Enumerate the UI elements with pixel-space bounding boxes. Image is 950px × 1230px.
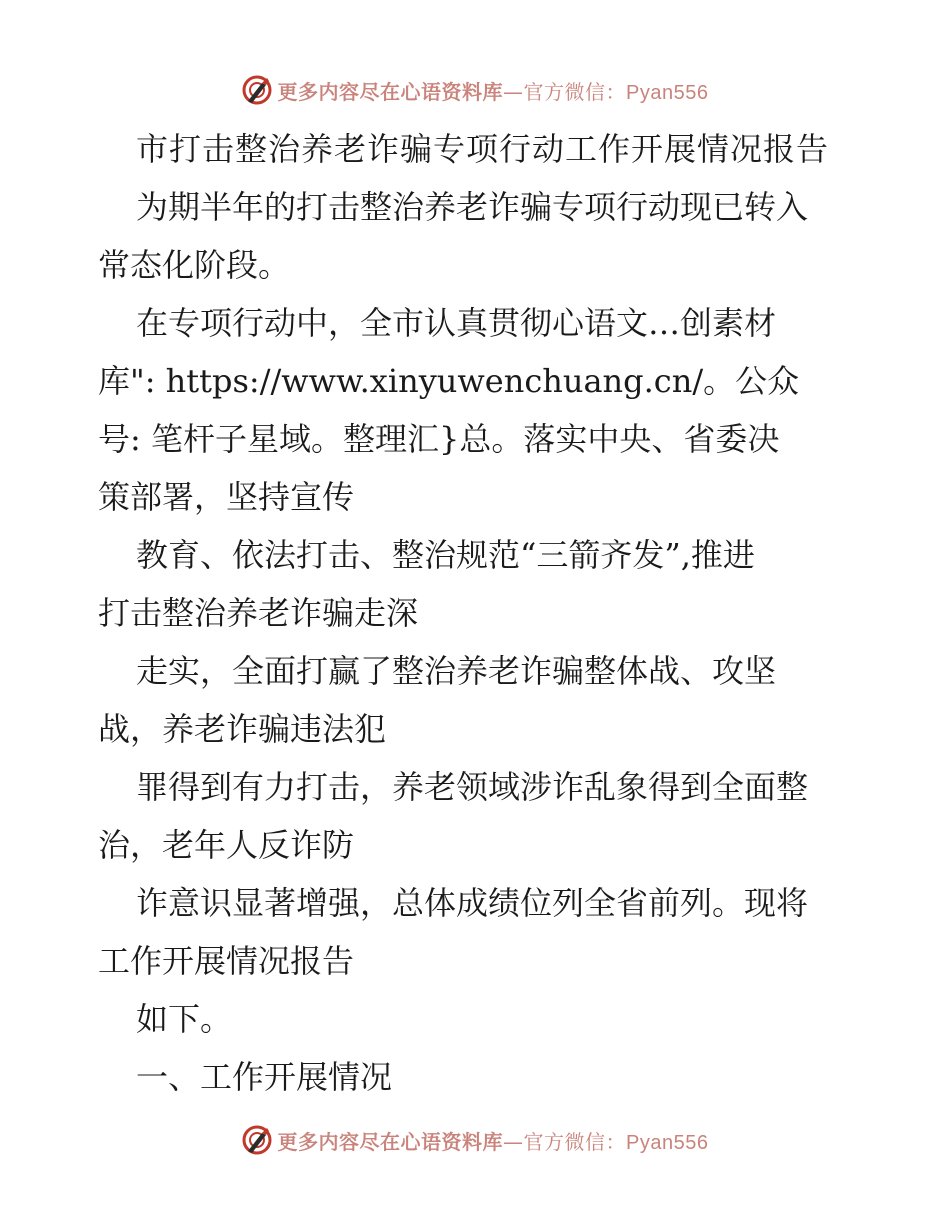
paragraph-line: 诈意识显著增强，总体成绩位列全省前列。现将 [136, 884, 809, 922]
paragraph-line: 打击整治养老诈骗走深 [98, 594, 419, 632]
paragraph-line: 教育、依法打击、整治规范“三箭齐发”,推进 [136, 536, 755, 574]
paragraph-line: 在专项行动中，全市认真贯彻心语文…创素材 [136, 304, 777, 342]
paragraph-line: 战，养老诈骗违法犯 [98, 710, 387, 748]
document-body [98, 120, 858, 1106]
footer-watermark [0, 1120, 950, 1160]
paragraph-line: 罪得到有力打击，养老领域涉诈乱象得到全面整 [136, 768, 809, 806]
paragraph-line: 策部署，坚持宣传 [98, 478, 355, 516]
pen-logo-icon [242, 1125, 272, 1155]
watermark-text: 更多内容尽在心语资料库—官方微信：Pyan556 [277, 1129, 709, 1154]
paragraph-line: 为期半年的打击整治养老诈骗专项行动现已转入 [136, 188, 809, 226]
section-heading: 一、工作开展情况 [136, 1058, 393, 1096]
watermark-text: 更多内容尽在心语资料库—官方微信：Pyan556 [277, 79, 709, 104]
paragraph-line: 走实，全面打赢了整治养老诈骗整体战、攻坚 [136, 652, 777, 690]
paragraph-line: 号: 笔杆子星域。整理汇}总。落实中央、省委决 [98, 420, 780, 458]
document-title: 市打击整治养老诈骗专项行动工作开展情况报告 [136, 130, 830, 168]
pen-logo-icon [242, 75, 272, 105]
header-watermark [0, 70, 950, 110]
paragraph-line: 库": https://www.xinyuwenchuang.cn/。公众 [98, 362, 800, 400]
paragraph-line: 治，老年人反诈防 [98, 826, 355, 864]
paragraph-line: 常态化阶段。 [98, 246, 291, 284]
paragraph-line: 如下。 [136, 1000, 233, 1038]
paragraph-line: 工作开展情况报告 [98, 942, 355, 980]
